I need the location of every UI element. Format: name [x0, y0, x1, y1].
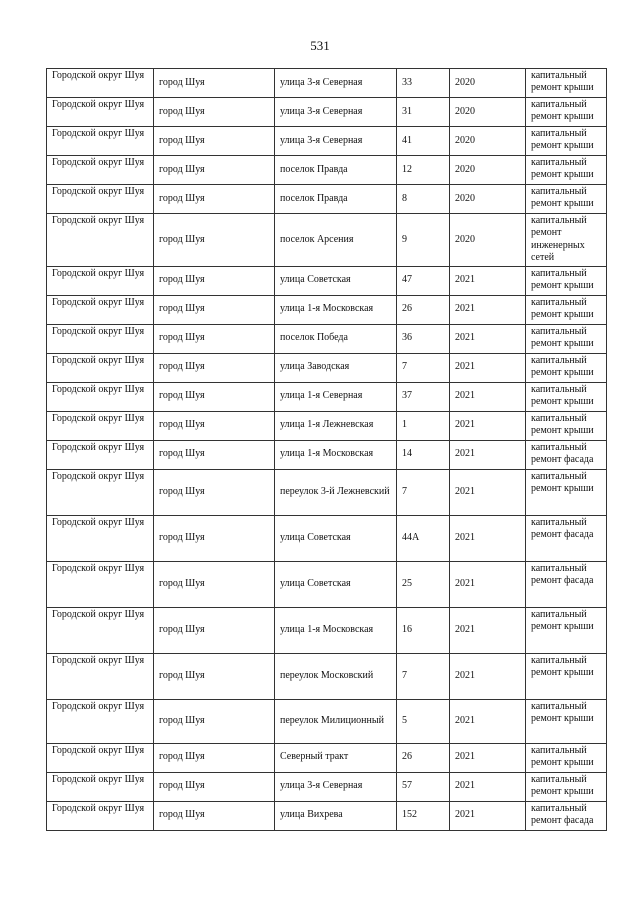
- work-type-cell: капитальный ремонт крыши: [526, 69, 607, 98]
- work-type-cell: капитальный ремонт крыши: [526, 743, 607, 772]
- street-cell: улица 3-я Северная: [275, 772, 397, 801]
- year-cell: 2021: [450, 266, 526, 295]
- year-cell: 2020: [450, 185, 526, 214]
- city-cell: город Шуя: [154, 699, 275, 743]
- street-cell: поселок Победа: [275, 324, 397, 353]
- street-cell: поселок Арсения: [275, 214, 397, 267]
- street-cell: поселок Правда: [275, 185, 397, 214]
- page-number: 531: [310, 38, 330, 53]
- year-cell: 2021: [450, 653, 526, 699]
- house-number-cell: 25: [397, 561, 450, 607]
- table-row: [47, 515, 607, 561]
- street-cell: переулок 3-й Лежневский: [275, 469, 397, 515]
- house-number-cell: 5: [397, 699, 450, 743]
- year-cell: 2021: [450, 440, 526, 469]
- year-cell: 2020: [450, 156, 526, 185]
- city-cell: город Шуя: [154, 156, 275, 185]
- table-row: [47, 69, 607, 98]
- municipality-cell: Городской округ Шуя: [47, 353, 154, 382]
- street-cell: улица Советская: [275, 561, 397, 607]
- house-number-cell: 26: [397, 743, 450, 772]
- house-number-cell: 152: [397, 801, 450, 830]
- work-type-cell: капитальный ремонт крыши: [526, 353, 607, 382]
- street-cell: улица Заводская: [275, 353, 397, 382]
- table-row: [47, 127, 607, 156]
- street-cell: Северный тракт: [275, 743, 397, 772]
- year-cell: 2020: [450, 69, 526, 98]
- year-cell: 2020: [450, 127, 526, 156]
- work-type-cell: капитальный ремонт крыши: [526, 699, 607, 743]
- work-type-cell: капитальный ремонт крыши: [526, 382, 607, 411]
- city-cell: город Шуя: [154, 801, 275, 830]
- work-type-cell: капитальный ремонт крыши: [526, 185, 607, 214]
- work-type-cell: капитальный ремонт инженерных сетей: [526, 214, 607, 267]
- street-cell: улица 1-я Северная: [275, 382, 397, 411]
- work-type-cell: капитальный ремонт крыши: [526, 772, 607, 801]
- municipality-cell: Городской округ Шуя: [47, 772, 154, 801]
- year-cell: 2021: [450, 561, 526, 607]
- year-cell: 2021: [450, 469, 526, 515]
- municipality-cell: Городской округ Шуя: [47, 440, 154, 469]
- year-cell: 2021: [450, 801, 526, 830]
- municipality-cell: Городской округ Шуя: [47, 515, 154, 561]
- street-cell: поселок Правда: [275, 156, 397, 185]
- work-type-cell: капитальный ремонт фасада: [526, 801, 607, 830]
- house-number-cell: 26: [397, 295, 450, 324]
- table-row: [47, 772, 607, 801]
- street-cell: улица 3-я Северная: [275, 69, 397, 98]
- municipality-cell: Городской округ Шуя: [47, 382, 154, 411]
- city-cell: город Шуя: [154, 127, 275, 156]
- year-cell: 2020: [450, 98, 526, 127]
- city-cell: город Шуя: [154, 295, 275, 324]
- table-row: [47, 185, 607, 214]
- street-cell: улица Советская: [275, 515, 397, 561]
- municipality-cell: Городской округ Шуя: [47, 127, 154, 156]
- city-cell: город Шуя: [154, 607, 275, 653]
- table-row: [47, 653, 607, 699]
- work-type-cell: капитальный ремонт крыши: [526, 653, 607, 699]
- municipality-cell: Городской округ Шуя: [47, 561, 154, 607]
- house-number-cell: 7: [397, 653, 450, 699]
- work-type-cell: капитальный ремонт крыши: [526, 295, 607, 324]
- repair-registry-table: [46, 68, 607, 831]
- work-type-cell: капитальный ремонт крыши: [526, 98, 607, 127]
- year-cell: 2021: [450, 411, 526, 440]
- city-cell: город Шуя: [154, 266, 275, 295]
- work-type-cell: капитальный ремонт крыши: [526, 156, 607, 185]
- house-number-cell: 57: [397, 772, 450, 801]
- year-cell: 2021: [450, 515, 526, 561]
- city-cell: город Шуя: [154, 324, 275, 353]
- street-cell: улица 3-я Северная: [275, 98, 397, 127]
- year-cell: 2020: [450, 214, 526, 267]
- table-row: [47, 440, 607, 469]
- house-number-cell: 41: [397, 127, 450, 156]
- table-row: [47, 743, 607, 772]
- work-type-cell: капитальный ремонт крыши: [526, 127, 607, 156]
- municipality-cell: Городской округ Шуя: [47, 411, 154, 440]
- street-cell: улица Вихрева: [275, 801, 397, 830]
- street-cell: улица 1-я Московская: [275, 440, 397, 469]
- work-type-cell: капитальный ремонт фасада: [526, 515, 607, 561]
- city-cell: город Шуя: [154, 440, 275, 469]
- house-number-cell: 47: [397, 266, 450, 295]
- city-cell: город Шуя: [154, 353, 275, 382]
- table-row: [47, 98, 607, 127]
- table-row: [47, 411, 607, 440]
- municipality-cell: Городской округ Шуя: [47, 653, 154, 699]
- table-row: [47, 156, 607, 185]
- table-row: [47, 214, 607, 267]
- work-type-cell: капитальный ремонт крыши: [526, 324, 607, 353]
- city-cell: город Шуя: [154, 411, 275, 440]
- work-type-cell: капитальный ремонт крыши: [526, 266, 607, 295]
- year-cell: 2021: [450, 382, 526, 411]
- house-number-cell: 9: [397, 214, 450, 267]
- street-cell: переулок Московский: [275, 653, 397, 699]
- year-cell: 2021: [450, 353, 526, 382]
- city-cell: город Шуя: [154, 743, 275, 772]
- work-type-cell: капитальный ремонт крыши: [526, 607, 607, 653]
- city-cell: город Шуя: [154, 515, 275, 561]
- year-cell: 2021: [450, 607, 526, 653]
- work-type-cell: капитальный ремонт крыши: [526, 469, 607, 515]
- city-cell: город Шуя: [154, 185, 275, 214]
- street-cell: переулок Милиционный: [275, 699, 397, 743]
- table-row: [47, 561, 607, 607]
- municipality-cell: Городской округ Шуя: [47, 98, 154, 127]
- city-cell: город Шуя: [154, 214, 275, 267]
- municipality-cell: Городской округ Шуя: [47, 699, 154, 743]
- municipality-cell: Городской округ Шуя: [47, 214, 154, 267]
- city-cell: город Шуя: [154, 653, 275, 699]
- city-cell: город Шуя: [154, 469, 275, 515]
- year-cell: 2021: [450, 743, 526, 772]
- municipality-cell: Городской округ Шуя: [47, 185, 154, 214]
- house-number-cell: 37: [397, 382, 450, 411]
- table-row: [47, 353, 607, 382]
- municipality-cell: Городской округ Шуя: [47, 324, 154, 353]
- municipality-cell: Городской округ Шуя: [47, 469, 154, 515]
- street-cell: улица 1-я Московская: [275, 607, 397, 653]
- work-type-cell: капитальный ремонт крыши: [526, 411, 607, 440]
- city-cell: город Шуя: [154, 772, 275, 801]
- house-number-cell: 8: [397, 185, 450, 214]
- house-number-cell: 31: [397, 98, 450, 127]
- work-type-cell: капитальный ремонт фасада: [526, 440, 607, 469]
- house-number-cell: 14: [397, 440, 450, 469]
- street-cell: улица 1-я Лежневская: [275, 411, 397, 440]
- table-row: [47, 295, 607, 324]
- municipality-cell: Городской округ Шуя: [47, 69, 154, 98]
- house-number-cell: 7: [397, 469, 450, 515]
- municipality-cell: Городской округ Шуя: [47, 801, 154, 830]
- table-row: [47, 469, 607, 515]
- year-cell: 2021: [450, 699, 526, 743]
- municipality-cell: Городской округ Шуя: [47, 156, 154, 185]
- work-type-cell: капитальный ремонт фасада: [526, 561, 607, 607]
- house-number-cell: 44А: [397, 515, 450, 561]
- municipality-cell: Городской округ Шуя: [47, 295, 154, 324]
- house-number-cell: 16: [397, 607, 450, 653]
- table-row: [47, 324, 607, 353]
- house-number-cell: 1: [397, 411, 450, 440]
- house-number-cell: 7: [397, 353, 450, 382]
- city-cell: город Шуя: [154, 561, 275, 607]
- year-cell: 2021: [450, 295, 526, 324]
- table-row: [47, 607, 607, 653]
- table-row: [47, 699, 607, 743]
- city-cell: город Шуя: [154, 98, 275, 127]
- year-cell: 2021: [450, 772, 526, 801]
- house-number-cell: 36: [397, 324, 450, 353]
- table-row: [47, 801, 607, 830]
- street-cell: улица 1-я Московская: [275, 295, 397, 324]
- table-row: [47, 382, 607, 411]
- city-cell: город Шуя: [154, 69, 275, 98]
- table-row: [47, 266, 607, 295]
- street-cell: улица 3-я Северная: [275, 127, 397, 156]
- house-number-cell: 12: [397, 156, 450, 185]
- municipality-cell: Городской округ Шуя: [47, 743, 154, 772]
- city-cell: город Шуя: [154, 382, 275, 411]
- year-cell: 2021: [450, 324, 526, 353]
- house-number-cell: 33: [397, 69, 450, 98]
- municipality-cell: Городской округ Шуя: [47, 607, 154, 653]
- registry-body: [47, 69, 607, 831]
- street-cell: улица Советская: [275, 266, 397, 295]
- municipality-cell: Городской округ Шуя: [47, 266, 154, 295]
